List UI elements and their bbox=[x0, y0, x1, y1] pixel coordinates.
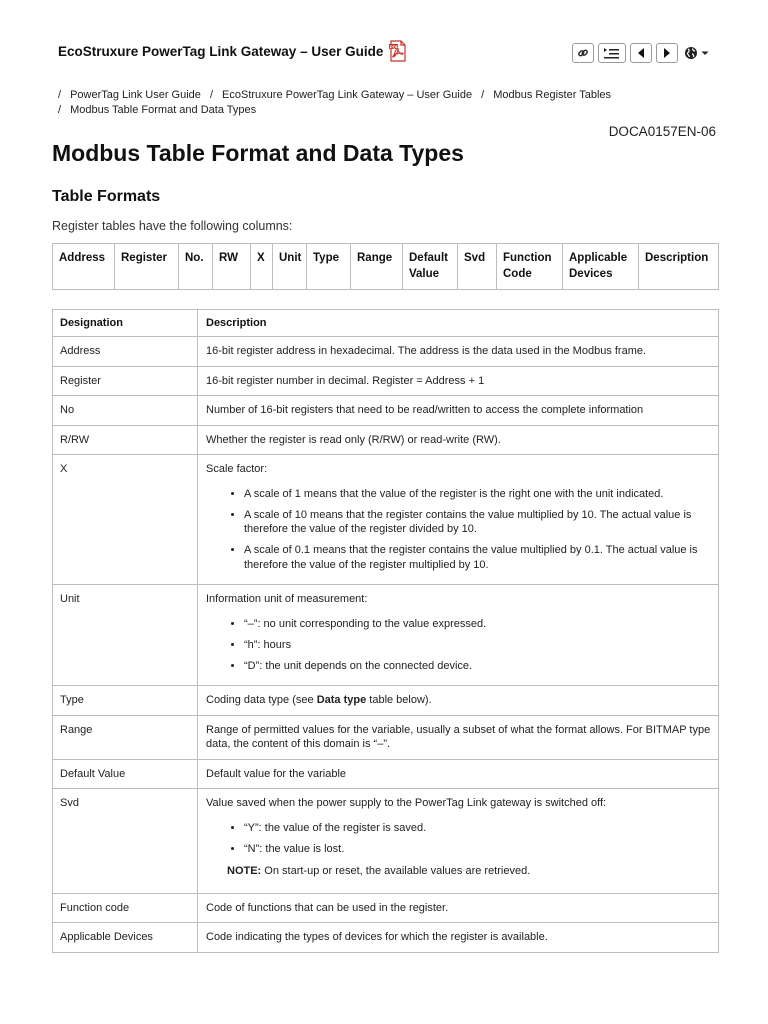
description-cell: Number of 16-bit registers that need to be read/written to access the complete information bbox=[198, 396, 719, 426]
link-button[interactable] bbox=[572, 43, 594, 63]
column-header-address: Address bbox=[53, 244, 115, 290]
description-text: table below). bbox=[366, 694, 432, 706]
description-text: Information unit of measurement: bbox=[206, 593, 368, 605]
designation-cell: Register bbox=[53, 366, 198, 396]
list-item: • A scale of 1 means that the value of the register is the right one with the unit indicated. bbox=[244, 487, 711, 502]
table-row bbox=[53, 396, 719, 426]
note-label: NOTE: bbox=[227, 865, 262, 877]
designation-cell: R/RW bbox=[53, 425, 198, 455]
column-header-x: X bbox=[251, 244, 273, 290]
bullet-list bbox=[206, 617, 711, 674]
register-columns-header-row bbox=[53, 244, 719, 290]
breadcrumb-separator: / bbox=[58, 89, 62, 101]
toc-button[interactable] bbox=[598, 43, 626, 63]
list-item: • “D”: the unit depends on the connected device. bbox=[244, 659, 711, 674]
table-row bbox=[53, 715, 719, 759]
description-text: Coding data type (see bbox=[206, 694, 317, 706]
designation-cell: Svd bbox=[53, 789, 198, 894]
table-header-row bbox=[53, 310, 719, 337]
globe-icon bbox=[684, 46, 698, 60]
page-title: Modbus Table Format and Data Types bbox=[52, 140, 464, 166]
designation-cell: Applicable Devices bbox=[53, 923, 198, 953]
intro-text: Register tables have the following columns: bbox=[52, 219, 293, 233]
description-cell bbox=[198, 585, 719, 686]
guide-header bbox=[58, 40, 408, 62]
designation-cell: Range bbox=[53, 715, 198, 759]
breadcrumb-separator: / bbox=[481, 89, 485, 101]
bullet-list bbox=[206, 821, 711, 857]
pdf-icon[interactable] bbox=[388, 40, 408, 62]
prev-arrow-icon bbox=[636, 47, 646, 59]
column-definitions-table bbox=[52, 309, 719, 953]
section-title: Table Formats bbox=[52, 188, 161, 205]
designation-cell: X bbox=[53, 455, 198, 585]
designation-header: Designation bbox=[53, 310, 198, 337]
bullet-list bbox=[206, 487, 711, 573]
description-cell: Code indicating the types of devices for which the register is available. bbox=[198, 923, 719, 953]
designation-cell: No bbox=[53, 396, 198, 426]
toc-icon bbox=[603, 47, 621, 59]
next-button[interactable] bbox=[656, 43, 678, 63]
table-row bbox=[53, 585, 719, 686]
designation-cell: Default Value bbox=[53, 759, 198, 789]
column-header-range: Range bbox=[351, 244, 403, 290]
column-header-register: Register bbox=[115, 244, 179, 290]
note-text: On start-up or reset, the available values are retrieved. bbox=[261, 865, 531, 877]
breadcrumb-separator: / bbox=[58, 103, 62, 116]
column-header-svd: Svd bbox=[458, 244, 497, 290]
breadcrumb-item-powertag-link-user-guide[interactable]: PowerTag Link User Guide bbox=[70, 89, 201, 101]
list-item: • A scale of 10 means that the register contains the value multiplied by 10. The actual value is therefore the value of the register divided by 10. bbox=[244, 508, 711, 537]
table-row bbox=[53, 425, 719, 455]
data-type-link[interactable]: Data type bbox=[316, 694, 367, 706]
designation-cell: Unit bbox=[53, 585, 198, 686]
breadcrumb-item-gateway-user-guide[interactable]: EcoStruxure PowerTag Link Gateway – User Guide bbox=[222, 89, 473, 101]
language-selector[interactable] bbox=[684, 46, 710, 60]
table-row bbox=[53, 366, 719, 396]
description-cell bbox=[198, 686, 719, 716]
description-cell bbox=[198, 789, 719, 894]
table-row bbox=[53, 759, 719, 789]
description-cell: Default value for the variable bbox=[198, 759, 719, 789]
description-cell: Code of functions that can be used in the register. bbox=[198, 893, 719, 923]
column-header-description: Description bbox=[639, 244, 719, 290]
register-columns-table bbox=[52, 243, 719, 290]
column-header-default-value: Default Value bbox=[403, 244, 458, 290]
column-header-unit: Unit bbox=[273, 244, 307, 290]
prev-button[interactable] bbox=[630, 43, 652, 63]
designation-cell: Type bbox=[53, 686, 198, 716]
list-item: • “Y”: the value of the register is saved. bbox=[244, 821, 711, 836]
breadcrumb-item-modbus-register-tables[interactable]: Modbus Register Tables bbox=[493, 89, 612, 101]
designation-cell: Function code bbox=[53, 893, 198, 923]
table-row bbox=[53, 686, 719, 716]
description-text: Scale factor: bbox=[206, 463, 268, 475]
list-item: • “N”: the value is lost. bbox=[244, 842, 711, 857]
description-cell: Range of permitted values for the variable, usually a subset of what the format allows. For BITMAP type data, the content of this domain is “–”. bbox=[198, 715, 719, 759]
table-row bbox=[53, 455, 719, 585]
breadcrumb bbox=[58, 88, 617, 117]
column-header-rw: RW bbox=[213, 244, 251, 290]
description-cell bbox=[198, 455, 719, 585]
column-header-function-code: Function Code bbox=[497, 244, 563, 290]
list-item: • “–”: no unit corresponding to the value expressed. bbox=[244, 617, 711, 632]
list-item: • A scale of 0.1 means that the register contains the value multiplied by 0.1. The actual value is therefore the value of the register multiplied by 10. bbox=[244, 543, 711, 572]
column-header-no: No. bbox=[179, 244, 213, 290]
column-header-type: Type bbox=[307, 244, 351, 290]
note bbox=[227, 864, 711, 879]
next-arrow-icon bbox=[662, 47, 672, 59]
document-id: DOCA0157EN-06 bbox=[608, 124, 716, 139]
description-cell: 16-bit register address in hexadecimal. The address is the data used in the Modbus frame. bbox=[198, 337, 719, 367]
table-row bbox=[53, 923, 719, 953]
description-cell: 16-bit register number in decimal. Register = Address + 1 bbox=[198, 366, 719, 396]
toolbar bbox=[572, 43, 710, 63]
description-text: Value saved when the power supply to the PowerTag Link gateway is switched off: bbox=[206, 797, 607, 809]
breadcrumb-separator: / bbox=[209, 89, 214, 101]
table-row bbox=[53, 893, 719, 923]
svg-text:PDF: PDF bbox=[389, 44, 399, 50]
column-header-applicable-devices: Applicable Devices bbox=[563, 244, 639, 290]
caret-down-icon bbox=[700, 49, 710, 57]
guide-title[interactable]: EcoStruxure PowerTag Link Gateway – User Guide bbox=[58, 43, 384, 59]
link-icon bbox=[577, 47, 589, 59]
breadcrumb-item-current: Modbus Table Format and Data Types bbox=[70, 103, 257, 116]
list-item: • “h”: hours bbox=[244, 638, 711, 653]
description-cell: Whether the register is read only (R/RW) or read-write (RW). bbox=[198, 425, 719, 455]
designation-cell: Address bbox=[53, 337, 198, 367]
table-row bbox=[53, 337, 719, 367]
description-header: Description bbox=[198, 310, 719, 337]
table-row bbox=[53, 789, 719, 894]
